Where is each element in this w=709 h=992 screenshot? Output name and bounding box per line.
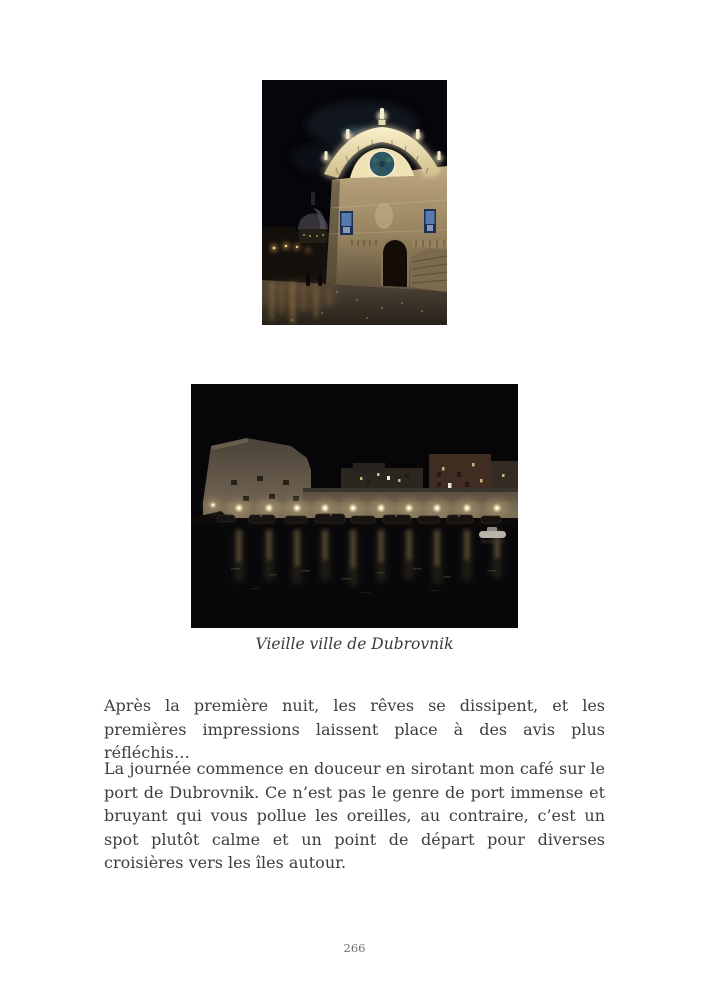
harbor-night-scene xyxy=(191,384,518,628)
body-paragraph-2: La journée commence en douceur en sirotant mon café sur le port de Dubrovnik. Ce n’est pas le genre de port immense et bruyant qui vous pollue les oreilles, au contraire, c’est un spot plutôt calme et un point de départ pour diverses croisières vers les îles autour. xyxy=(104,759,605,872)
harbor-night-photo xyxy=(191,384,518,628)
rose-window xyxy=(369,151,395,177)
page-number: 266 xyxy=(343,941,366,955)
church-night-photo xyxy=(262,80,447,325)
church-night-scene xyxy=(262,80,447,325)
water-reflections xyxy=(191,526,518,628)
body-paragraph-1: Après la première nuit, les rêves se dissipent, et les premières impressions laissent place à des avis plus réfléchis… xyxy=(104,696,605,762)
photo-caption: Vieille ville de Dubrovnik xyxy=(255,635,454,653)
